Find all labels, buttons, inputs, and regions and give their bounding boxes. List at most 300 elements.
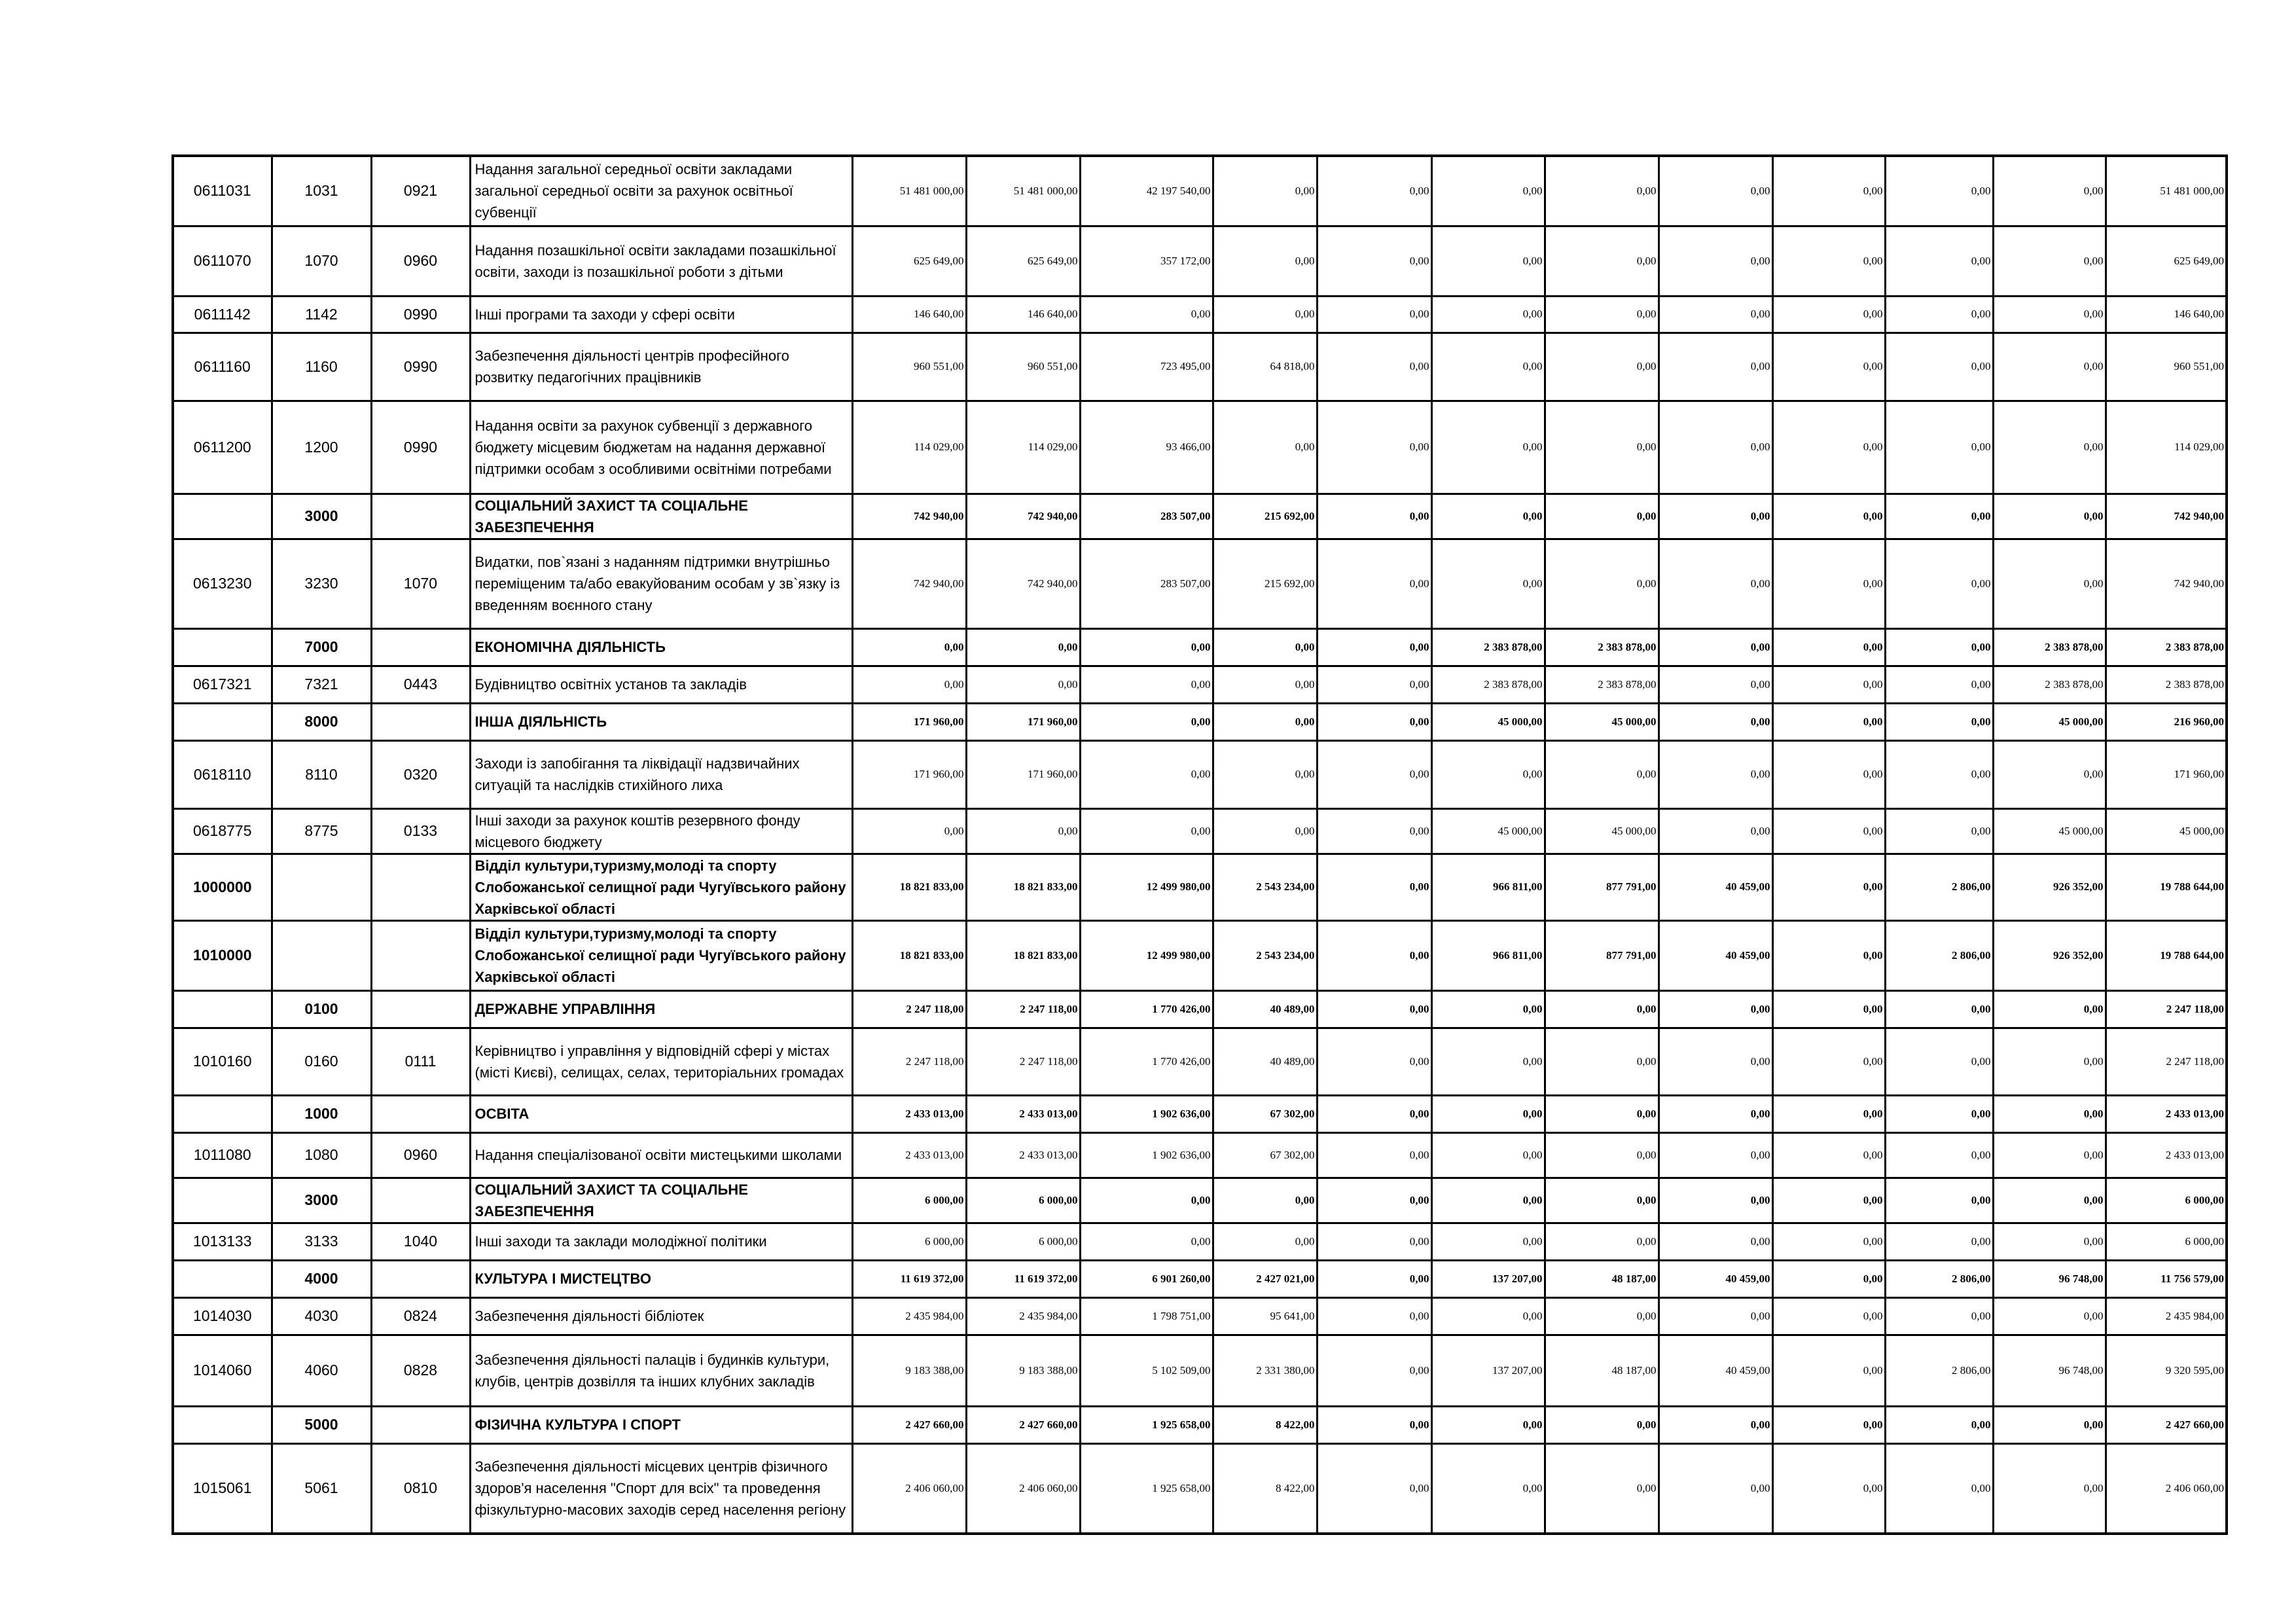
kpk-code-cell: 0160: [272, 1028, 371, 1095]
amount-cell: 2 806,00: [1885, 854, 1993, 920]
amount-cell: 114 029,00: [2106, 401, 2227, 494]
amount-cell: 1 770 426,00: [1080, 990, 1213, 1028]
amount-cell: 0,00: [1993, 226, 2106, 296]
amount-cell: 0,00: [1317, 628, 1431, 666]
amount-cell: 0,00: [1659, 226, 1772, 296]
table-row: [173, 494, 2227, 539]
amount-cell: 0,00: [1317, 156, 1431, 226]
amount-cell: 18 821 833,00: [966, 854, 1080, 920]
table-row: [173, 1260, 2227, 1297]
amount-cell: 0,00: [1213, 628, 1317, 666]
amount-cell: 0,00: [1659, 401, 1772, 494]
program-code-cell: 1015061: [173, 1443, 272, 1534]
amount-cell: 146 640,00: [966, 296, 1080, 333]
program-code-cell: [173, 1095, 272, 1132]
amount-cell: 0,00: [1213, 156, 1317, 226]
amount-cell: 1 770 426,00: [1080, 1028, 1213, 1095]
amount-cell: 0,00: [1431, 990, 1545, 1028]
kpk-code-cell: 8000: [272, 703, 371, 740]
amount-cell: 2 427 021,00: [1213, 1260, 1317, 1297]
amount-cell: 96 748,00: [1993, 1335, 2106, 1406]
program-name-cell: ОСВІТА: [470, 1095, 852, 1132]
table-row: [173, 1223, 2227, 1260]
amount-cell: 0,00: [1993, 494, 2106, 539]
program-code-cell: [173, 494, 272, 539]
amount-cell: 0,00: [1659, 1028, 1772, 1095]
amount-cell: 0,00: [1080, 1178, 1213, 1223]
amount-cell: 283 507,00: [1080, 494, 1213, 539]
amount-cell: 2 247 118,00: [852, 990, 966, 1028]
program-code-cell: 0613230: [173, 539, 272, 628]
kpk-code-cell: 4000: [272, 1260, 371, 1297]
amount-cell: 0,00: [1545, 1028, 1659, 1095]
amount-cell: 2 383 878,00: [2106, 666, 2227, 703]
amount-cell: 0,00: [1659, 740, 1772, 808]
amount-cell: 2 433 013,00: [966, 1132, 1080, 1178]
kfk-code-cell: 0990: [371, 401, 470, 494]
amount-cell: 0,00: [1431, 1178, 1545, 1223]
amount-cell: 0,00: [1993, 740, 2106, 808]
kfk-code-cell: [371, 1406, 470, 1443]
amount-cell: 2 433 013,00: [2106, 1095, 2227, 1132]
amount-cell: 40 459,00: [1659, 1335, 1772, 1406]
amount-cell: 146 640,00: [852, 296, 966, 333]
program-code-cell: 1013133: [173, 1223, 272, 1260]
amount-cell: 0,00: [1317, 990, 1431, 1028]
amount-cell: 0,00: [1885, 740, 1993, 808]
table-row: [173, 226, 2227, 296]
amount-cell: 45 000,00: [1431, 703, 1545, 740]
amount-cell: 2 806,00: [1885, 1260, 1993, 1297]
amount-cell: 0,00: [1431, 226, 1545, 296]
amount-cell: 0,00: [1659, 1178, 1772, 1223]
program-code-cell: [173, 1406, 272, 1443]
program-name-cell: Відділ культури,туризму,молоді та спорту Слобожанської селищної ради Чугуївського району Харківської області: [470, 920, 852, 990]
table-row: [173, 628, 2227, 666]
amount-cell: 742 940,00: [2106, 494, 2227, 539]
amount-cell: 0,00: [1545, 539, 1659, 628]
amount-cell: 0,00: [1659, 666, 1772, 703]
amount-cell: 0,00: [1317, 333, 1431, 401]
table-row: [173, 296, 2227, 333]
amount-cell: 18 821 833,00: [852, 920, 966, 990]
amount-cell: 0,00: [1317, 296, 1431, 333]
amount-cell: 0,00: [1772, 628, 1885, 666]
amount-cell: 0,00: [1431, 1443, 1545, 1534]
amount-cell: 0,00: [1545, 1095, 1659, 1132]
amount-cell: 625 649,00: [852, 226, 966, 296]
amount-cell: 0,00: [1080, 808, 1213, 854]
kpk-code-cell: 7321: [272, 666, 371, 703]
amount-cell: 877 791,00: [1545, 854, 1659, 920]
amount-cell: 0,00: [1317, 1406, 1431, 1443]
kpk-code-cell: 3133: [272, 1223, 371, 1260]
program-name-cell: СОЦІАЛЬНИЙ ЗАХИСТ ТА СОЦІАЛЬНЕ ЗАБЕЗПЕЧЕННЯ: [470, 1178, 852, 1223]
amount-cell: 215 692,00: [1213, 539, 1317, 628]
amount-cell: 0,00: [1431, 1028, 1545, 1095]
kfk-code-cell: [371, 628, 470, 666]
amount-cell: 0,00: [1545, 333, 1659, 401]
amount-cell: 6 000,00: [852, 1178, 966, 1223]
amount-cell: 0,00: [1885, 1297, 1993, 1335]
program-name-cell: Будівництво освітніх установ та закладів: [470, 666, 852, 703]
amount-cell: 2 383 878,00: [2106, 628, 2227, 666]
table-row: [173, 1132, 2227, 1178]
program-name-cell: Видатки, пов`язані з наданням підтримки внутрішньо переміщеним та/або евакуйованим особам у зв`язку із введенням воєнного стану: [470, 539, 852, 628]
amount-cell: 0,00: [1545, 1178, 1659, 1223]
kpk-code-cell: 4030: [272, 1297, 371, 1335]
amount-cell: 0,00: [1772, 1406, 1885, 1443]
amount-cell: 0,00: [1431, 1223, 1545, 1260]
program-code-cell: 1010160: [173, 1028, 272, 1095]
program-name-cell: Забезпечення діяльності бібліотек: [470, 1297, 852, 1335]
amount-cell: 2 435 984,00: [966, 1297, 1080, 1335]
table-row: [173, 156, 2227, 226]
table-row: [173, 740, 2227, 808]
amount-cell: 0,00: [1317, 1095, 1431, 1132]
kfk-code-cell: 0990: [371, 296, 470, 333]
amount-cell: 64 818,00: [1213, 333, 1317, 401]
kfk-code-cell: 0960: [371, 1132, 470, 1178]
amount-cell: 0,00: [1772, 539, 1885, 628]
amount-cell: 0,00: [1993, 1178, 2106, 1223]
amount-cell: 0,00: [1213, 401, 1317, 494]
amount-cell: 45 000,00: [1545, 703, 1659, 740]
amount-cell: 0,00: [1080, 703, 1213, 740]
amount-cell: 0,00: [1885, 1095, 1993, 1132]
amount-cell: 2 435 984,00: [852, 1297, 966, 1335]
program-name-cell: Забезпечення діяльності місцевих центрів фізичного здоров'я населення "Спорт для всіх" та проведення фізкультурно-масових заходів серед населення регіону: [470, 1443, 852, 1534]
amount-cell: 0,00: [1659, 494, 1772, 539]
amount-cell: 0,00: [852, 808, 966, 854]
amount-cell: 0,00: [1772, 808, 1885, 854]
amount-cell: 0,00: [1993, 156, 2106, 226]
amount-cell: 0,00: [1545, 1132, 1659, 1178]
amount-cell: 0,00: [1885, 1178, 1993, 1223]
amount-cell: 0,00: [1080, 666, 1213, 703]
amount-cell: 0,00: [1772, 226, 1885, 296]
amount-cell: 0,00: [1885, 808, 1993, 854]
kpk-code-cell: 1142: [272, 296, 371, 333]
kfk-code-cell: [371, 1095, 470, 1132]
amount-cell: 67 302,00: [1213, 1132, 1317, 1178]
amount-cell: 0,00: [1772, 1260, 1885, 1297]
amount-cell: 0,00: [1659, 296, 1772, 333]
table-row: [173, 703, 2227, 740]
amount-cell: 0,00: [1317, 1132, 1431, 1178]
kpk-code-cell: 4060: [272, 1335, 371, 1406]
amount-cell: 0,00: [1772, 1095, 1885, 1132]
amount-cell: 0,00: [1545, 1443, 1659, 1534]
amount-cell: 93 466,00: [1080, 401, 1213, 494]
amount-cell: 0,00: [1431, 296, 1545, 333]
amount-cell: 42 197 540,00: [1080, 156, 1213, 226]
table-row: [173, 854, 2227, 920]
amount-cell: 0,00: [1659, 1223, 1772, 1260]
amount-cell: 0,00: [1772, 333, 1885, 401]
amount-cell: 18 821 833,00: [966, 920, 1080, 990]
amount-cell: 51 481 000,00: [966, 156, 1080, 226]
kfk-code-cell: 0921: [371, 156, 470, 226]
amount-cell: 1 925 658,00: [1080, 1406, 1213, 1443]
amount-cell: 0,00: [1317, 1178, 1431, 1223]
amount-cell: 6 000,00: [966, 1223, 1080, 1260]
amount-cell: 0,00: [1772, 494, 1885, 539]
amount-cell: 1 925 658,00: [1080, 1443, 1213, 1534]
program-code-cell: [173, 1178, 272, 1223]
table-row: [173, 1297, 2227, 1335]
program-code-cell: [173, 990, 272, 1028]
amount-cell: 9 320 595,00: [2106, 1335, 2227, 1406]
program-code-cell: 0617321: [173, 666, 272, 703]
kfk-code-cell: 0960: [371, 226, 470, 296]
amount-cell: 2 433 013,00: [852, 1132, 966, 1178]
program-code-cell: 1014030: [173, 1297, 272, 1335]
amount-cell: 8 422,00: [1213, 1406, 1317, 1443]
amount-cell: 40 489,00: [1213, 1028, 1317, 1095]
kpk-code-cell: 7000: [272, 628, 371, 666]
kpk-code-cell: [272, 920, 371, 990]
amount-cell: 2 433 013,00: [2106, 1132, 2227, 1178]
kpk-code-cell: 1070: [272, 226, 371, 296]
amount-cell: 0,00: [1317, 401, 1431, 494]
table-row: [173, 333, 2227, 401]
kpk-code-cell: 1031: [272, 156, 371, 226]
amount-cell: 0,00: [1545, 740, 1659, 808]
amount-cell: 12 499 980,00: [1080, 854, 1213, 920]
kfk-code-cell: 0990: [371, 333, 470, 401]
amount-cell: 2 406 060,00: [966, 1443, 1080, 1534]
program-name-cell: ФІЗИЧНА КУЛЬТУРА І СПОРТ: [470, 1406, 852, 1443]
table-row: [173, 1335, 2227, 1406]
amount-cell: 0,00: [1885, 494, 1993, 539]
amount-cell: 2 383 878,00: [1993, 666, 2106, 703]
program-name-cell: Інші заходи за рахунок коштів резервного фонду місцевого бюджету: [470, 808, 852, 854]
amount-cell: 0,00: [1659, 1297, 1772, 1335]
amount-cell: 723 495,00: [1080, 333, 1213, 401]
amount-cell: 0,00: [1545, 494, 1659, 539]
amount-cell: 11 619 372,00: [852, 1260, 966, 1297]
amount-cell: 0,00: [1885, 1443, 1993, 1534]
amount-cell: 0,00: [1317, 494, 1431, 539]
program-name-cell: Заходи із запобігання та ліквідації надзвичайних ситуацій та наслідків стихійного лиха: [470, 740, 852, 808]
amount-cell: 2 247 118,00: [2106, 1028, 2227, 1095]
amount-cell: 0,00: [1431, 1132, 1545, 1178]
amount-cell: 0,00: [1545, 156, 1659, 226]
amount-cell: 2 433 013,00: [852, 1095, 966, 1132]
amount-cell: 0,00: [1317, 1335, 1431, 1406]
amount-cell: 966 811,00: [1431, 920, 1545, 990]
amount-cell: 67 302,00: [1213, 1095, 1317, 1132]
amount-cell: 0,00: [1317, 1028, 1431, 1095]
amount-cell: 0,00: [1317, 1223, 1431, 1260]
kfk-code-cell: [371, 494, 470, 539]
amount-cell: 0,00: [1772, 1297, 1885, 1335]
amount-cell: 0,00: [1213, 703, 1317, 740]
amount-cell: 0,00: [1659, 539, 1772, 628]
amount-cell: 0,00: [1545, 401, 1659, 494]
amount-cell: 2 247 118,00: [966, 990, 1080, 1028]
amount-cell: 357 172,00: [1080, 226, 1213, 296]
amount-cell: 0,00: [1885, 1028, 1993, 1095]
amount-cell: 96 748,00: [1993, 1260, 2106, 1297]
amount-cell: 625 649,00: [966, 226, 1080, 296]
amount-cell: 0,00: [1080, 628, 1213, 666]
amount-cell: 2 331 380,00: [1213, 1335, 1317, 1406]
kfk-code-cell: [371, 854, 470, 920]
amount-cell: 0,00: [1431, 401, 1545, 494]
amount-cell: 5 102 509,00: [1080, 1335, 1213, 1406]
amount-cell: 2 383 878,00: [1545, 666, 1659, 703]
amount-cell: 0,00: [1885, 1132, 1993, 1178]
amount-cell: 40 459,00: [1659, 1260, 1772, 1297]
program-code-cell: [173, 628, 272, 666]
amount-cell: 877 791,00: [1545, 920, 1659, 990]
kfk-code-cell: [371, 920, 470, 990]
kfk-code-cell: 0824: [371, 1297, 470, 1335]
amount-cell: 19 788 644,00: [2106, 854, 2227, 920]
amount-cell: 2 383 878,00: [1545, 628, 1659, 666]
amount-cell: 0,00: [1545, 226, 1659, 296]
amount-cell: 0,00: [1317, 740, 1431, 808]
kpk-code-cell: 1160: [272, 333, 371, 401]
amount-cell: 0,00: [1993, 333, 2106, 401]
amount-cell: 171 960,00: [966, 703, 1080, 740]
amount-cell: 0,00: [1885, 1223, 1993, 1260]
amount-cell: 742 940,00: [852, 539, 966, 628]
amount-cell: 0,00: [1213, 808, 1317, 854]
amount-cell: 1 902 636,00: [1080, 1132, 1213, 1178]
amount-cell: 0,00: [1993, 401, 2106, 494]
amount-cell: 114 029,00: [852, 401, 966, 494]
amount-cell: 0,00: [1213, 666, 1317, 703]
amount-cell: 2 427 660,00: [2106, 1406, 2227, 1443]
program-code-cell: 0611070: [173, 226, 272, 296]
amount-cell: 0,00: [1317, 666, 1431, 703]
amount-cell: 171 960,00: [852, 740, 966, 808]
amount-cell: 146 640,00: [2106, 296, 2227, 333]
amount-cell: 6 000,00: [852, 1223, 966, 1260]
amount-cell: 0,00: [1659, 1132, 1772, 1178]
amount-cell: 0,00: [1080, 296, 1213, 333]
amount-cell: 40 459,00: [1659, 854, 1772, 920]
amount-cell: 9 183 388,00: [852, 1335, 966, 1406]
amount-cell: 0,00: [1659, 628, 1772, 666]
amount-cell: 40 489,00: [1213, 990, 1317, 1028]
program-name-cell: Надання освіти за рахунок субвенції з державного бюджету місцевим бюджетам на надання державної підтримки особам з особливими освітніми потребами: [470, 401, 852, 494]
amount-cell: 0,00: [1213, 226, 1317, 296]
amount-cell: 0,00: [1772, 920, 1885, 990]
amount-cell: 960 551,00: [2106, 333, 2227, 401]
amount-cell: 2 806,00: [1885, 1335, 1993, 1406]
kpk-code-cell: 8775: [272, 808, 371, 854]
amount-cell: 0,00: [1431, 539, 1545, 628]
amount-cell: 0,00: [1885, 1406, 1993, 1443]
amount-cell: 0,00: [1885, 666, 1993, 703]
table-row: [173, 1443, 2227, 1534]
program-name-cell: КУЛЬТУРА І МИСТЕЦТВО: [470, 1260, 852, 1297]
program-name-cell: ІНША ДІЯЛЬНІСТЬ: [470, 703, 852, 740]
amount-cell: 1 902 636,00: [1080, 1095, 1213, 1132]
amount-cell: 9 183 388,00: [966, 1335, 1080, 1406]
table-row: [173, 1406, 2227, 1443]
kpk-code-cell: 1000: [272, 1095, 371, 1132]
amount-cell: 0,00: [1431, 1297, 1545, 1335]
amount-cell: 2 543 234,00: [1213, 854, 1317, 920]
amount-cell: 0,00: [1317, 1297, 1431, 1335]
amount-cell: 966 811,00: [1431, 854, 1545, 920]
amount-cell: 0,00: [1885, 539, 1993, 628]
amount-cell: 137 207,00: [1431, 1260, 1545, 1297]
amount-cell: 625 649,00: [2106, 226, 2227, 296]
amount-cell: 0,00: [1885, 703, 1993, 740]
amount-cell: 11 619 372,00: [966, 1260, 1080, 1297]
table-row: [173, 666, 2227, 703]
amount-cell: 0,00: [1545, 1406, 1659, 1443]
amount-cell: 0,00: [966, 666, 1080, 703]
kpk-code-cell: 5000: [272, 1406, 371, 1443]
amount-cell: 283 507,00: [1080, 539, 1213, 628]
amount-cell: 0,00: [1659, 1095, 1772, 1132]
amount-cell: 0,00: [1431, 156, 1545, 226]
amount-cell: 0,00: [1317, 226, 1431, 296]
amount-cell: 0,00: [1772, 703, 1885, 740]
kpk-code-cell: 0100: [272, 990, 371, 1028]
kpk-code-cell: 3230: [272, 539, 371, 628]
amount-cell: 0,00: [1659, 703, 1772, 740]
table-row: [173, 990, 2227, 1028]
amount-cell: 0,00: [1772, 740, 1885, 808]
program-name-cell: Інші програми та заходи у сфері освіти: [470, 296, 852, 333]
program-name-cell: Надання загальної середньої освіти закладами загальної середньої освіти за рахунок освітньої субвенції: [470, 156, 852, 226]
amount-cell: 0,00: [1772, 1178, 1885, 1223]
amount-cell: 0,00: [1545, 296, 1659, 333]
program-name-cell: Надання позашкільної освіти закладами позашкільної освіти, заходи із позашкільної роботи з дітьми: [470, 226, 852, 296]
amount-cell: 0,00: [1885, 401, 1993, 494]
amount-cell: 0,00: [1317, 920, 1431, 990]
amount-cell: 742 940,00: [966, 494, 1080, 539]
amount-cell: 216 960,00: [2106, 703, 2227, 740]
kfk-code-cell: 0111: [371, 1028, 470, 1095]
amount-cell: 171 960,00: [966, 740, 1080, 808]
amount-cell: 0,00: [1317, 703, 1431, 740]
amount-cell: 45 000,00: [2106, 808, 2227, 854]
amount-cell: 51 481 000,00: [2106, 156, 2227, 226]
amount-cell: 0,00: [1545, 1223, 1659, 1260]
amount-cell: 0,00: [966, 808, 1080, 854]
kpk-code-cell: [272, 854, 371, 920]
amount-cell: 171 960,00: [2106, 740, 2227, 808]
amount-cell: 8 422,00: [1213, 1443, 1317, 1534]
amount-cell: 2 433 013,00: [966, 1095, 1080, 1132]
amount-cell: 0,00: [1772, 1223, 1885, 1260]
amount-cell: 0,00: [1080, 1223, 1213, 1260]
amount-cell: 0,00: [1545, 990, 1659, 1028]
amount-cell: 137 207,00: [1431, 1335, 1545, 1406]
amount-cell: 45 000,00: [1993, 808, 2106, 854]
amount-cell: 0,00: [1772, 1028, 1885, 1095]
amount-cell: 48 187,00: [1545, 1260, 1659, 1297]
kfk-code-cell: 0810: [371, 1443, 470, 1534]
amount-cell: 0,00: [1431, 494, 1545, 539]
program-name-cell: ЕКОНОМІЧНА ДІЯЛЬНІСТЬ: [470, 628, 852, 666]
program-name-cell: Забезпечення діяльності центрів професійного розвитку педагогічних працівників: [470, 333, 852, 401]
program-name-cell: Надання спеціалізованої освіти мистецькими школами: [470, 1132, 852, 1178]
kfk-code-cell: 1040: [371, 1223, 470, 1260]
amount-cell: 0,00: [1885, 990, 1993, 1028]
kfk-code-cell: [371, 1260, 470, 1297]
program-code-cell: 0611031: [173, 156, 272, 226]
